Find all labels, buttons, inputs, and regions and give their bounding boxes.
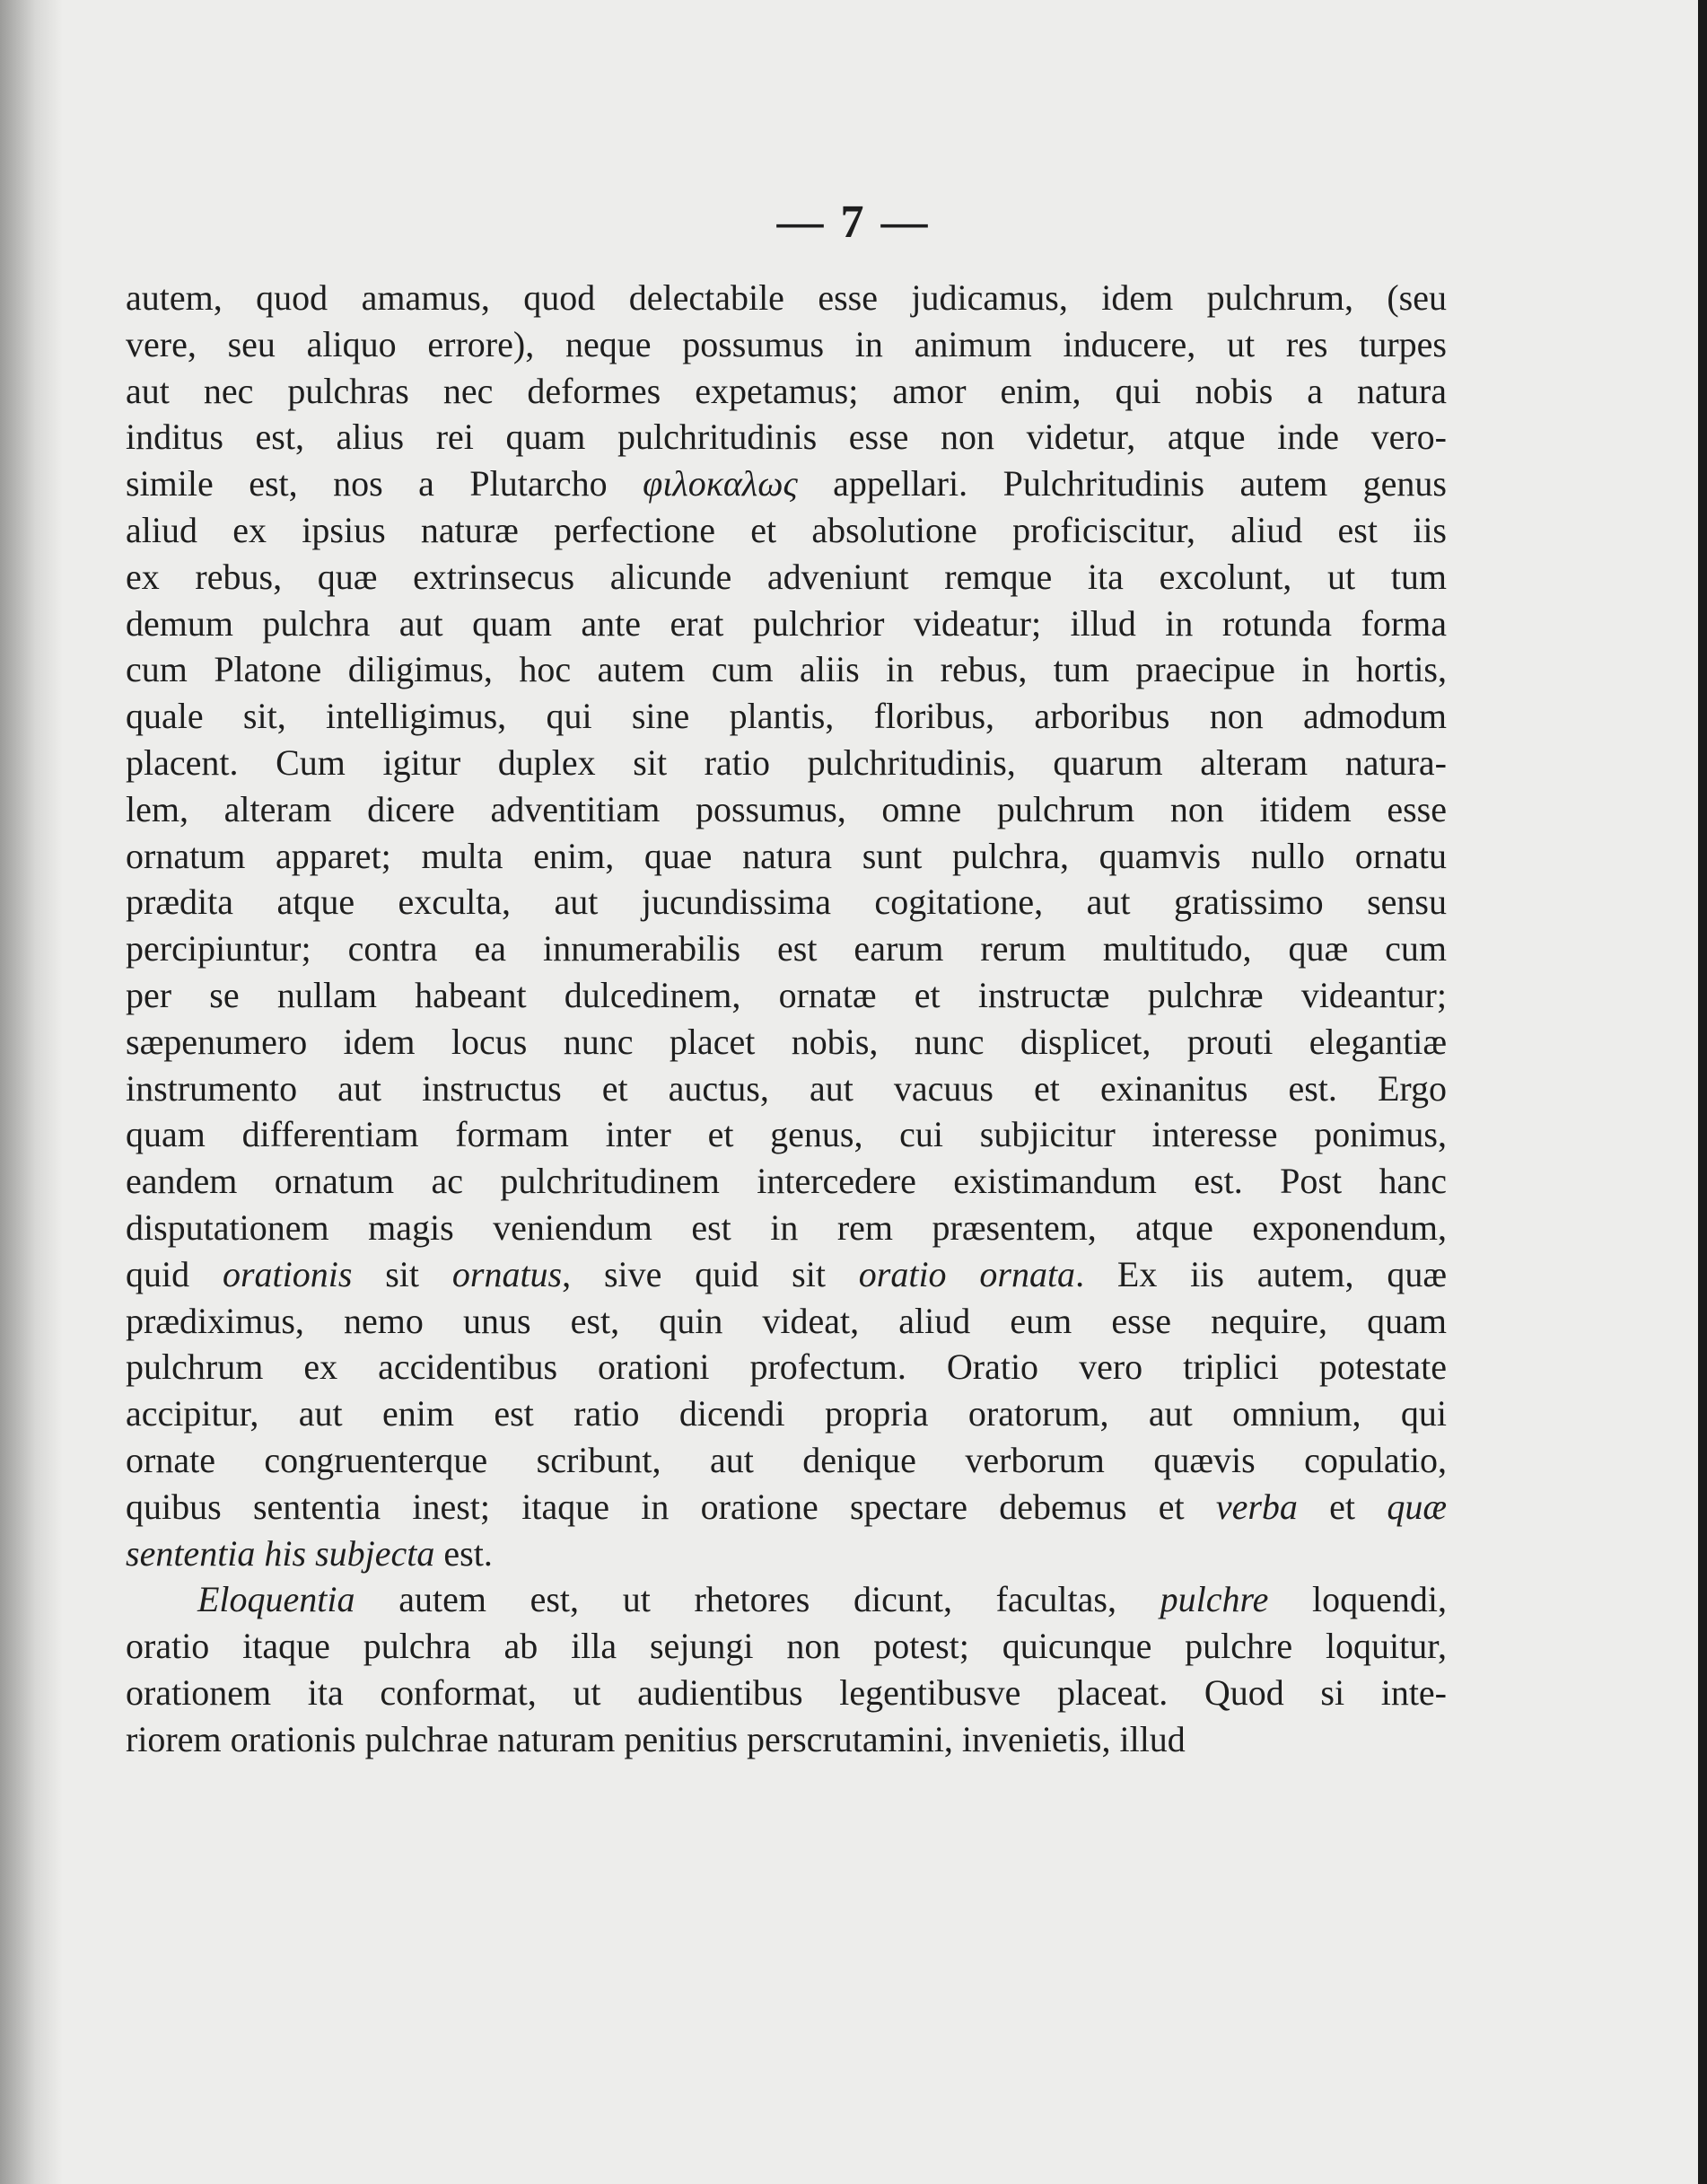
text-run: oratio itaque pulchra ab illa sejungi non potest; quicunque pulchre loquitur,	[126, 1626, 1447, 1667]
body-text	[126, 275, 1447, 1763]
page-edge-border	[1698, 0, 1707, 2184]
text-line	[126, 1437, 1447, 1484]
text-run: per se nullam habeant dulcedinem, ornatæ et instructæ pulchræ videantur;	[126, 974, 1447, 1015]
text-line	[126, 1158, 1447, 1205]
text-run: ex rebus, quæ extrinsecus alicunde adveniunt remque ita excolunt, ut tum	[126, 556, 1447, 597]
text-line	[126, 833, 1447, 880]
text-run: ornatum apparet; multa enim, quae natura sunt pulchra, quamvis nullo ornatu	[126, 835, 1447, 876]
italic-text: verba	[1215, 1486, 1298, 1527]
italic-text: sententia his subjecta	[126, 1532, 435, 1574]
text-run: prædiximus, nemo unus est, quin videat, aliud eum esse nequire, quam	[126, 1300, 1447, 1341]
text-run: demum pulchra aut quam ante erat pulchrior videatur; illud in rotunda forma	[126, 602, 1447, 644]
text-run: vere, seu aliquo errore), neque possumus in animum inducere, ut res turpes	[126, 323, 1447, 364]
text-run: autem est, ut rhetores dicunt, facultas,	[355, 1579, 1160, 1620]
italic-text: oratio ornata	[858, 1253, 1076, 1294]
text-line	[126, 740, 1447, 786]
text-line	[126, 601, 1447, 647]
italic-text: Eloquentia	[197, 1579, 355, 1620]
text-run: quam differentiam formam inter et genus, cui subjicitur interesse ponimus,	[126, 1114, 1447, 1155]
text-run: disputationem magis veniendum est in rem præsentem, atque exponendum,	[126, 1206, 1447, 1248]
text-run: placent. Cum igitur duplex sit ratio pulchritudinis, quarum alteram natura-	[126, 741, 1447, 783]
text-line	[126, 879, 1447, 925]
text-line	[126, 786, 1447, 833]
text-line	[126, 460, 1447, 507]
text-line	[126, 1066, 1447, 1112]
text-run: orationem ita conformat, ut audientibus legentibusve placeat. Quod si inte-	[126, 1671, 1447, 1713]
italic-text: ornatus	[451, 1253, 563, 1294]
text-line	[126, 1111, 1447, 1158]
text-run: cum Platone diligimus, hoc autem cum aliis in rebus, tum praecipue in hortis,	[126, 649, 1447, 690]
text-run: loquendi,	[1268, 1579, 1448, 1620]
text-run: accipitur, aut enim est ratio dicendi propria oratorum, aut omnium, qui	[126, 1393, 1447, 1434]
text-run: eandem ornatum ac pulchritudinem intercedere existimandum est. Post hanc	[126, 1161, 1447, 1202]
text-run: quid	[126, 1253, 223, 1294]
text-line	[126, 368, 1447, 415]
text-line	[126, 1298, 1447, 1345]
text-line	[126, 1716, 1447, 1763]
page-gutter-shadow	[0, 0, 63, 2184]
text-run: ornate congruenterque scribunt, aut denique verborum quævis copulatio,	[126, 1439, 1447, 1480]
text-run: quale sit, intelligimus, qui sine plantis, floribus, arboribus non admodum	[126, 696, 1447, 737]
italic-text: φιλοκαλως	[643, 463, 798, 504]
text-run: sit	[352, 1253, 452, 1294]
text-line	[126, 1251, 1447, 1298]
text-run: . Ex iis autem, quæ	[1075, 1253, 1447, 1294]
text-run: instrumento aut instructus et auctus, aut vacuus et exinanitus est. Ergo	[126, 1067, 1447, 1109]
text-line	[126, 1670, 1447, 1716]
text-run: inditus est, alius rei quam pulchritudinis esse non videtur, atque inde vero-	[126, 417, 1447, 458]
italic-text: pulchre	[1160, 1579, 1269, 1620]
text-line	[126, 1344, 1447, 1390]
text-line	[126, 1623, 1447, 1670]
text-line	[126, 1484, 1447, 1531]
text-line	[126, 275, 1447, 321]
text-run: autem, quod amamus, quod delectabile esse judicamus, idem pulchrum, (seu	[126, 277, 1447, 318]
text-run: aut nec pulchras nec deformes expetamus; amor enim, qui nobis a natura	[126, 370, 1447, 411]
text-run: sæpenumero idem locus nunc placet nobis, nunc displicet, prouti elegantiæ	[126, 1021, 1447, 1062]
text-line	[126, 693, 1447, 740]
text-run: , sive quid sit	[562, 1253, 859, 1294]
text-line	[126, 507, 1447, 554]
text-run: est.	[434, 1532, 493, 1574]
text-line	[126, 1390, 1447, 1437]
text-line	[126, 1205, 1447, 1251]
text-run: aliud ex ipsius naturæ perfectione et absolutione proficiscitur, aliud est iis	[126, 509, 1447, 550]
text-run: pulchrum ex accidentibus orationi profectum. Oratio vero triplici potestate	[126, 1346, 1447, 1388]
text-run: simile est, nos a Plutarcho	[126, 463, 643, 504]
text-line	[126, 321, 1447, 368]
text-line	[126, 646, 1447, 693]
text-run: percipiuntur; contra ea innumerabilis est earum rerum multitudo, quæ cum	[126, 928, 1447, 969]
text-run: prædita atque exculta, aut jucundissima cogitatione, aut gratissimo sensu	[126, 881, 1447, 923]
text-run: appellari. Pulchritudinis autem genus	[797, 463, 1448, 504]
text-run: riorem orationis pulchrae naturam penitius perscrutamini, invenietis, illud	[126, 1718, 1186, 1759]
text-line	[126, 414, 1447, 460]
text-line	[126, 1576, 1447, 1623]
page-number: — 7 —	[776, 197, 931, 248]
text-line	[126, 1019, 1447, 1066]
text-line	[126, 554, 1447, 601]
text-line	[126, 1531, 1447, 1577]
text-line	[126, 972, 1447, 1019]
text-run: lem, alteram dicere adventitiam possumus, omne pulchrum non itidem esse	[126, 788, 1447, 829]
italic-text: quæ	[1387, 1486, 1447, 1527]
text-line	[126, 925, 1447, 972]
text-run: et	[1297, 1486, 1387, 1527]
text-run: quibus sententia inest; itaque in oratione spectare debemus et	[126, 1486, 1216, 1527]
italic-text: orationis	[222, 1253, 353, 1294]
